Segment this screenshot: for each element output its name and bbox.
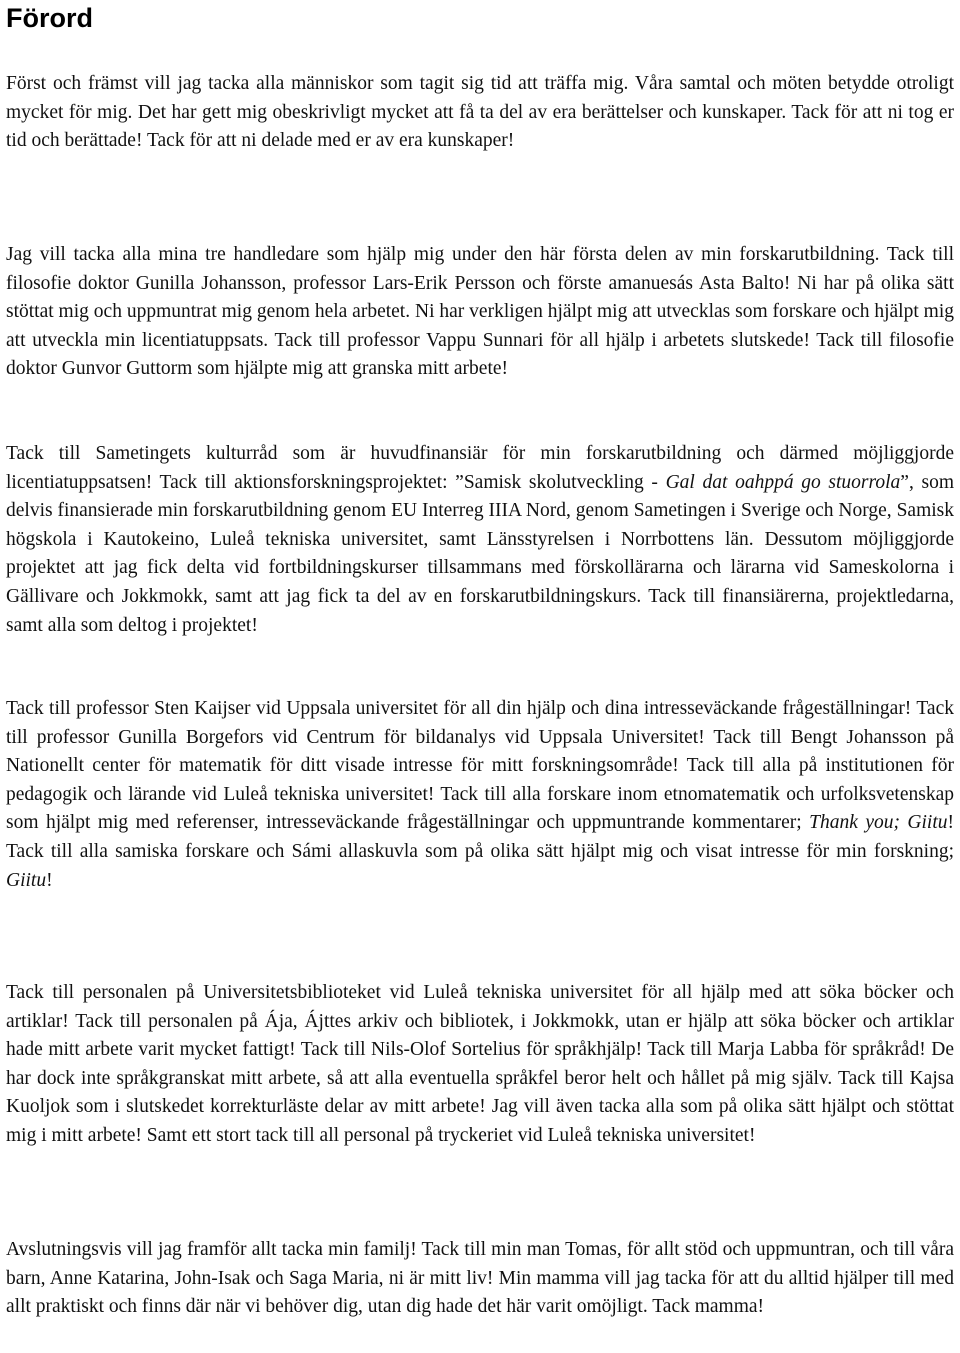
text-run: Avslutningsvis vill jag framför allt tacka min familj! Tack till min man Tomas, för allt stöd och uppmuntran, och till våra barn, Anne Katarina, John-Isak och Saga Maria, ni är mitt liv! Min mamma vill jag tacka för att du alltid hjälper till med allt praktiskt och finns där när vi behöver dig, utan dig hade det här varit omöjligt. Tack mamma! [6, 1239, 954, 1318]
paragraph-thanks-supervisors [6, 241, 954, 384]
italic-text-run: Giitu [6, 869, 47, 891]
italic-text-run: Gal dat oahppá go stuorrola [665, 471, 901, 493]
paragraph-thanks-researchers [6, 695, 954, 895]
paragraph-thanks-funding [6, 440, 954, 640]
page-title: Förord [6, 3, 93, 33]
document-page [6, 0, 954, 1318]
text-run: Jag vill tacka alla mina tre handledare som hjälp mig under den här första delen av min forskarutbildning. Tack till filosofie doktor Gunilla Johansson, professor Lars-Erik Persson och förste amanuesás Asta Balto! Ni har på olika sätt stöttat mig och uppmuntrat mig genom hela arbetet. Ni har verkligen hjälpt mig att utvecklas som forskare och hjälpt mig att utveckla min licentiatuppsats. Tack till professor Vappu Sunnari för all hjälp i arbetets slutskede! Tack till filosofie doktor Gunvor Guttorm som hjälpte mig att granska mitt arbete! [6, 244, 954, 380]
text-run: ”, som delvis finansierade min forskarutbildning genom EU Interreg IIIA Nord, genom Sametingen i Sverige och Norge, Samisk högskola i Kautokeino, Luleå tekniska universitet, samt Länsstyrelsen i Norrbottens län. Dessutom möjliggjorde projektet att jag fick delta vid fortbildningskurser tillsammans med förskollärarna och lärarna vid Sameskolorna i Gällivare och Jokkmokk, samt att jag fick ta del av en forskarutbildningskurs. Tack till finansiärerna, projektledarna, samt alla som deltog i projektet! [6, 471, 954, 636]
text-run: Tack till personalen på Universitetsbiblioteket vid Luleå tekniska universitet för all hjälp med att söka böcker och artiklar! Tack till personalen på Ája, Ájttes arkiv och bibliotek, i Jokkmokk, utan er hjälp att söka böcker och artiklar hade mitt arbete varit mycket fattigt! Tack till Nils-Olof Sortelius för språkhjälp! Tack till Marja Labba för språkråd! De har dock inte språkgranskat mitt arbete, så att alla eventuella språkfel beror helt och hållet på mig själv. Tack till Kajsa Kuoljok som i slutskedet korrekturläste delar av mitt arbete! Jag vill även tacka alla som på olika sätt hjälpt och stöttat mig i mitt arbete! Samt ett stort tack till all personal på tryckeriet vid Luleå tekniska universitet! [6, 982, 954, 1146]
italic-text-run: Thank you; Giitu [809, 812, 948, 834]
text-run: ! Tack till alla samiska forskare och Sámi allaskuvla som på olika sätt hjälpt mig och visat intresse för min forskning; [6, 812, 954, 862]
text-run: ! [46, 869, 53, 891]
paragraph-thanks-library-staff [6, 979, 954, 1151]
text-run: Först och främst vill jag tacka alla människor som tagit sig tid att träffa mig. Våra samtal och möten betydde otroligt mycket för mig. Det har gett mig obeskrivligt mycket att få ta del av era berättelser och kunskaper. Tack för att ni tog er tid och berättade! Tack för att ni delade med er av era kunskaper! [6, 73, 954, 152]
text-run: Tack till Sametingets kulturråd som är huvudfinansiär för min forskarutbildning och därmed möjliggjorde licentiatuppsatsen! Tack till aktionsforskningsprojektet: ”Samisk skolutveckling - [6, 443, 954, 493]
paragraph-thanks-family [6, 1236, 954, 1322]
text-run: Tack till professor Sten Kaijser vid Uppsala universitet för all din hjälp och dina intresseväckande frågeställningar! Tack till professor Gunilla Borgefors vid Centrum för bildanalys vid Uppsala Universitet! Tack till Bengt Johansson på Nationellt center för matematik för ditt visade intresse för mitt forskningsområde! Tack till alla på institutionen för pedagogik och lärande vid Luleå tekniska universitet! Tack till alla forskare inom etnomatematik och urfolksvetenskap som hjälpt mig med referenser, intresseväckande frågeställningar och uppmuntrande kommentarer; [6, 698, 954, 834]
paragraph-thanks-participants [6, 70, 954, 156]
